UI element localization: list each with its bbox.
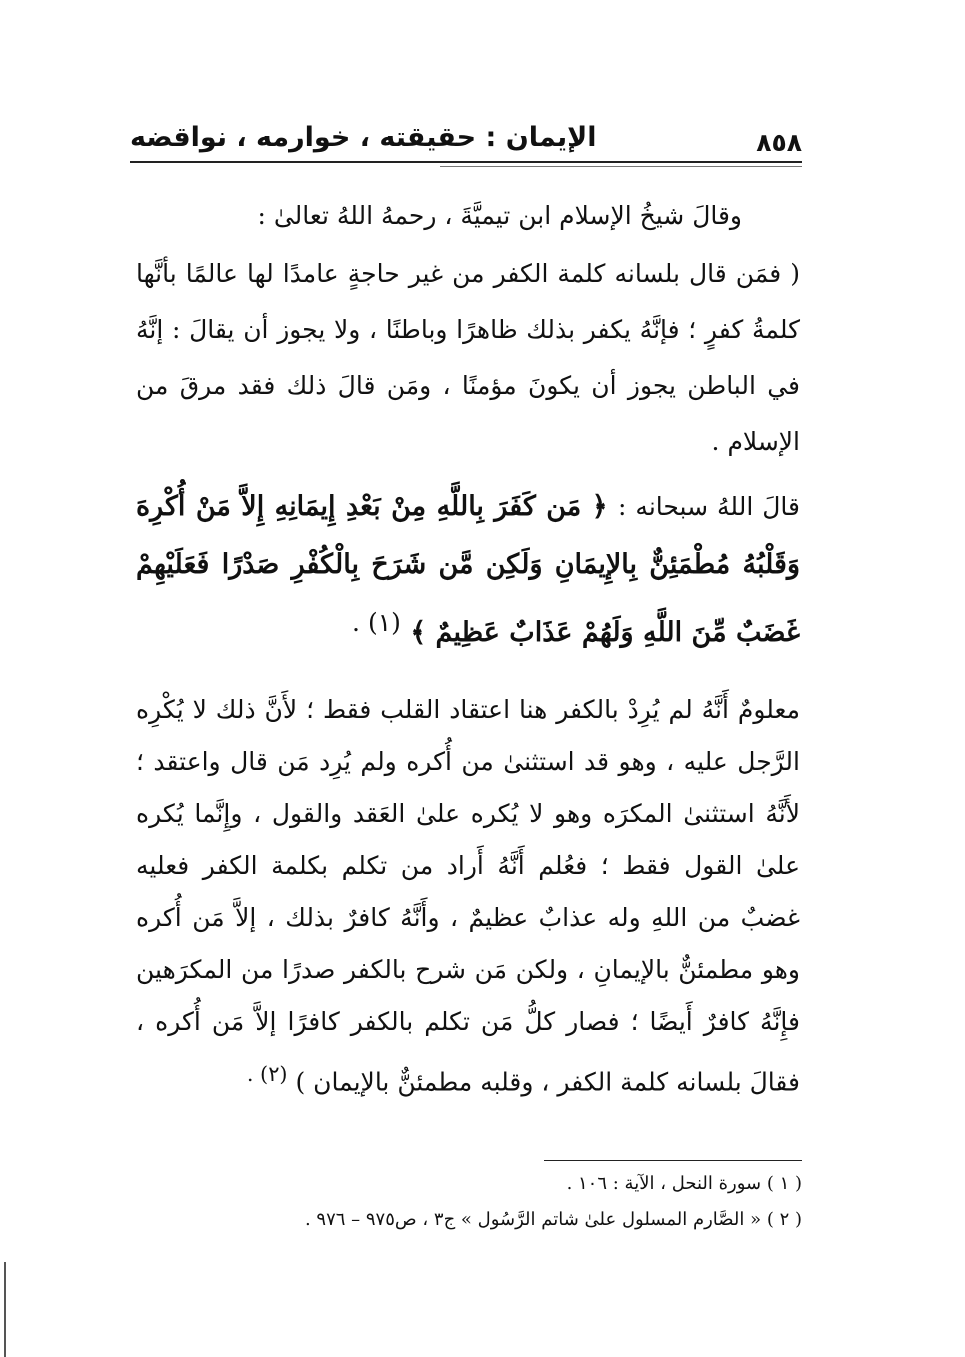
- footnote-ref-1: (١) .: [352, 608, 401, 637]
- quote-paragraph: ( فمَن قال بلسانه كلمة الكفر من غير حاجةٍ عامدًا لها عالمًا بأنَّها كلمةُ كفرٍ ؛ فإنَّهُ يكفر بذلك ظاهرًا وباطنًا ، ولا يجوز أن يقالَ : إنَّهُ في الباطن يجوز أن يكونَ مؤمنًا ، ومَن قالَ ذلك فقد مرقَ من الإسلام .: [136, 259, 800, 456]
- running-title: الإيمان : حقيقته ، خوارمه ، نواقضه: [130, 122, 597, 153]
- quran-verse: ﴿ مَن كَفَرَ بِاللَّهِ مِنْ بَعْدِ إِيمَانِهِ إِلاَّ مَنْ أُكْرِهَ وَقَلْبُهُ مُطْمَئِنٌّ بِالإِيمَانِ وَلَكِن مَّن شَرَحَ بِالْكُفْرِ صَدْرًا فَعَلَيْهِمْ غَضَبٌ مِّنَ اللَّهِ وَلَهُمْ عَذَابٌ عَظِيمٌ ﴾: [136, 491, 800, 648]
- scan-edge-mark: [4, 1262, 6, 1357]
- footnote-ref-2: (٢) .: [246, 1062, 288, 1086]
- header-rule-thin: [440, 166, 802, 167]
- footnotes: [300, 1166, 802, 1238]
- analysis-text: معلومٌ أَنَّهُ لم يُرِدْ بالكفر هنا اعتقاد القلب فقط ؛ لأَنَّ ذلك لا يُكْرِه الرَّجل عليه ، وهو قد استثنىٰ من أُكره ولم يُرِد مَن قال واعتقد ؛ لأَنَّهُ استثنىٰ المكرَه وهو لا يُكره علىٰ العَقد والقول ، وإِنَّما يُكره علىٰ القول فقط ؛ فعُلم أَنَّهُ أَراد من تكلم بكلمة الكفر فعليه غضبٌ من اللهِ وله عذابٌ عظيمٌ ، وأَنَّهُ كافرٌ بذلك ، إلاَّ مَن أُكره وهو مطمئنٌّ بالإيمانِ ، ولكن مَن شرح بالكفر صدرًا من المكرَهين فإِنَّهُ كافرٌ أَيضًا ؛ فصار كلُّ مَن تكلم بالكفر كافرًا إلاَّ مَن أُكره ، فقالَ بلسانه كلمة الكفر ، وقلبه مطمئنٌّ بالإيمان ): [136, 695, 800, 1097]
- intro-paragraph: وقالَ شيخُ الإسلام ابن تيميَّةَ ، رحمهُ اللهُ تعالىٰ :: [257, 201, 742, 230]
- main-text: [136, 188, 800, 1108]
- footnote-separator: [544, 1160, 802, 1161]
- footnote-1: ( ١ ) سورة النحل ، الآية : ١٠٦ .: [566, 1173, 802, 1194]
- header-rule: [130, 161, 802, 163]
- footnote-2: ( ٢ ) « الصَّارم المسلول علىٰ شاتم الرَّسُول » ج٣ ، ص٩٧٥ – ٩٧٦ .: [304, 1209, 802, 1230]
- verse-paragraph: [136, 478, 800, 662]
- verse-prefix: قالَ اللهُ سبحانه :: [618, 492, 800, 521]
- page-number: ٨٥٨: [756, 128, 802, 157]
- analysis-paragraph: [136, 684, 800, 1108]
